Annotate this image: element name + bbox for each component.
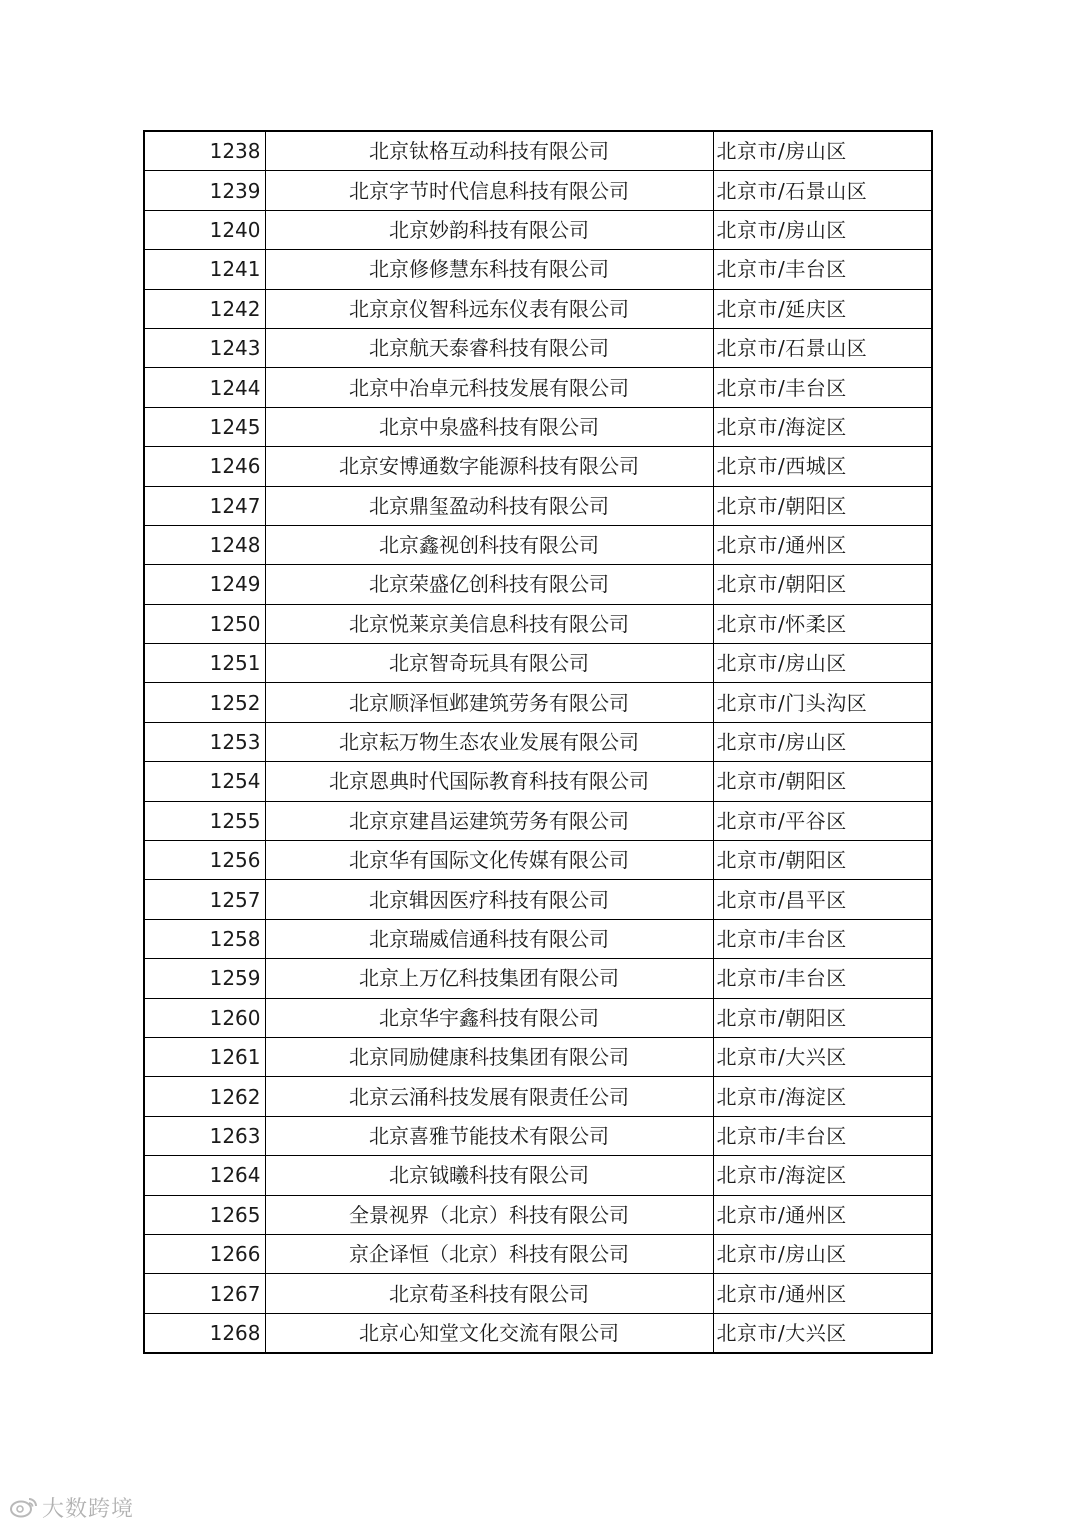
table-row bbox=[144, 604, 932, 643]
row-number: 1247 bbox=[144, 486, 265, 525]
company-region: 北京市/房山区 bbox=[713, 210, 932, 249]
row-number: 1258 bbox=[144, 919, 265, 958]
company-region: 北京市/怀柔区 bbox=[713, 604, 932, 643]
company-name: 北京华宇鑫科技有限公司 bbox=[265, 998, 713, 1037]
row-number: 1248 bbox=[144, 525, 265, 564]
table-row bbox=[144, 486, 932, 525]
company-region: 北京市/海淀区 bbox=[713, 1077, 932, 1116]
company-name: 北京鑫视创科技有限公司 bbox=[265, 525, 713, 564]
watermark-text: 大数跨境 bbox=[42, 1496, 135, 1522]
row-number: 1250 bbox=[144, 604, 265, 643]
company-name: 北京心知堂文化交流有限公司 bbox=[265, 1313, 713, 1353]
row-number: 1251 bbox=[144, 644, 265, 683]
company-name: 京企译恒（北京）科技有限公司 bbox=[265, 1234, 713, 1273]
row-number: 1267 bbox=[144, 1274, 265, 1313]
company-name: 全景视界（北京）科技有限公司 bbox=[265, 1195, 713, 1234]
table-row bbox=[144, 407, 932, 446]
company-name: 北京上万亿科技集团有限公司 bbox=[265, 959, 713, 998]
company-region: 北京市/丰台区 bbox=[713, 919, 932, 958]
company-region: 北京市/丰台区 bbox=[713, 368, 932, 407]
company-name: 北京云涌科技发展有限责任公司 bbox=[265, 1077, 713, 1116]
company-region: 北京市/海淀区 bbox=[713, 1156, 932, 1195]
company-name: 北京字节时代信息科技有限公司 bbox=[265, 171, 713, 210]
row-number: 1263 bbox=[144, 1116, 265, 1155]
row-number: 1265 bbox=[144, 1195, 265, 1234]
row-number: 1264 bbox=[144, 1156, 265, 1195]
table-row bbox=[144, 210, 932, 249]
company-region: 北京市/石景山区 bbox=[713, 328, 932, 367]
company-name: 北京喜雅节能技术有限公司 bbox=[265, 1116, 713, 1155]
row-number: 1266 bbox=[144, 1234, 265, 1273]
row-number: 1253 bbox=[144, 722, 265, 761]
row-number: 1257 bbox=[144, 880, 265, 919]
company-name: 北京中冶卓元科技发展有限公司 bbox=[265, 368, 713, 407]
company-region: 北京市/朝阳区 bbox=[713, 565, 932, 604]
row-number: 1244 bbox=[144, 368, 265, 407]
company-name: 北京安博通数字能源科技有限公司 bbox=[265, 447, 713, 486]
company-region: 北京市/朝阳区 bbox=[713, 998, 932, 1037]
company-region: 北京市/丰台区 bbox=[713, 250, 932, 289]
company-name: 北京京建昌运建筑劳务有限公司 bbox=[265, 801, 713, 840]
company-name: 北京航天泰睿科技有限公司 bbox=[265, 328, 713, 367]
company-name: 北京修修慧东科技有限公司 bbox=[265, 250, 713, 289]
company-name: 北京顺泽恒邺建筑劳务有限公司 bbox=[265, 683, 713, 722]
company-name: 北京智奇玩具有限公司 bbox=[265, 644, 713, 683]
row-number: 1254 bbox=[144, 762, 265, 801]
row-number: 1240 bbox=[144, 210, 265, 249]
company-region: 北京市/朝阳区 bbox=[713, 486, 932, 525]
weibo-logo-icon bbox=[10, 1496, 38, 1518]
company-name: 北京荣盛亿创科技有限公司 bbox=[265, 565, 713, 604]
table-row bbox=[144, 1234, 932, 1273]
table-row bbox=[144, 644, 932, 683]
company-region: 北京市/通州区 bbox=[713, 1195, 932, 1234]
company-region: 北京市/通州区 bbox=[713, 525, 932, 564]
table-row bbox=[144, 250, 932, 289]
company-list-table bbox=[143, 130, 933, 1354]
table-row bbox=[144, 1116, 932, 1155]
company-region: 北京市/房山区 bbox=[713, 1234, 932, 1273]
company-region: 北京市/房山区 bbox=[713, 131, 932, 171]
row-number: 1252 bbox=[144, 683, 265, 722]
company-name: 北京耘万物生态农业发展有限公司 bbox=[265, 722, 713, 761]
table-row bbox=[144, 525, 932, 564]
company-name: 北京瑞威信通科技有限公司 bbox=[265, 919, 713, 958]
company-region: 北京市/房山区 bbox=[713, 644, 932, 683]
company-region: 北京市/门头沟区 bbox=[713, 683, 932, 722]
row-number: 1246 bbox=[144, 447, 265, 486]
company-region: 北京市/大兴区 bbox=[713, 1313, 932, 1353]
table-body bbox=[144, 131, 932, 1353]
row-number: 1238 bbox=[144, 131, 265, 171]
company-region: 北京市/延庆区 bbox=[713, 289, 932, 328]
company-name: 北京同励健康科技集团有限公司 bbox=[265, 1037, 713, 1076]
row-number: 1239 bbox=[144, 171, 265, 210]
table-row bbox=[144, 1037, 932, 1076]
company-region: 北京市/西城区 bbox=[713, 447, 932, 486]
table-row bbox=[144, 1156, 932, 1195]
company-region: 北京市/朝阳区 bbox=[713, 841, 932, 880]
row-number: 1241 bbox=[144, 250, 265, 289]
row-number: 1249 bbox=[144, 565, 265, 604]
watermark bbox=[10, 1492, 134, 1522]
row-number: 1260 bbox=[144, 998, 265, 1037]
row-number: 1259 bbox=[144, 959, 265, 998]
table-row bbox=[144, 1313, 932, 1353]
table-row bbox=[144, 959, 932, 998]
company-name: 北京华有国际文化传媒有限公司 bbox=[265, 841, 713, 880]
company-name: 北京钛格互动科技有限公司 bbox=[265, 131, 713, 171]
company-region: 北京市/朝阳区 bbox=[713, 762, 932, 801]
company-region: 北京市/石景山区 bbox=[713, 171, 932, 210]
company-name: 北京鼎玺盈动科技有限公司 bbox=[265, 486, 713, 525]
table-row bbox=[144, 131, 932, 171]
company-name: 北京辑因医疗科技有限公司 bbox=[265, 880, 713, 919]
company-region: 北京市/海淀区 bbox=[713, 407, 932, 446]
row-number: 1262 bbox=[144, 1077, 265, 1116]
company-name: 北京妙韵科技有限公司 bbox=[265, 210, 713, 249]
table-row bbox=[144, 171, 932, 210]
row-number: 1256 bbox=[144, 841, 265, 880]
table-row bbox=[144, 762, 932, 801]
table-row bbox=[144, 801, 932, 840]
company-name: 北京荀圣科技有限公司 bbox=[265, 1274, 713, 1313]
table-row bbox=[144, 368, 932, 407]
row-number: 1268 bbox=[144, 1313, 265, 1353]
table-row bbox=[144, 328, 932, 367]
company-name: 北京京仪智科远东仪表有限公司 bbox=[265, 289, 713, 328]
company-name: 北京恩典时代国际教育科技有限公司 bbox=[265, 762, 713, 801]
table-row bbox=[144, 289, 932, 328]
company-name: 北京中泉盛科技有限公司 bbox=[265, 407, 713, 446]
row-number: 1243 bbox=[144, 328, 265, 367]
row-number: 1255 bbox=[144, 801, 265, 840]
company-region: 北京市/昌平区 bbox=[713, 880, 932, 919]
table-row bbox=[144, 919, 932, 958]
company-name: 北京钺曦科技有限公司 bbox=[265, 1156, 713, 1195]
company-region: 北京市/房山区 bbox=[713, 722, 932, 761]
company-region: 北京市/大兴区 bbox=[713, 1037, 932, 1076]
table-row bbox=[144, 998, 932, 1037]
table-row bbox=[144, 447, 932, 486]
company-name: 北京悦莱京美信息科技有限公司 bbox=[265, 604, 713, 643]
table-row bbox=[144, 1077, 932, 1116]
table-row bbox=[144, 565, 932, 604]
company-region: 北京市/平谷区 bbox=[713, 801, 932, 840]
table-row bbox=[144, 683, 932, 722]
table-row bbox=[144, 880, 932, 919]
row-number: 1261 bbox=[144, 1037, 265, 1076]
table-row bbox=[144, 1274, 932, 1313]
table-row bbox=[144, 722, 932, 761]
company-region: 北京市/丰台区 bbox=[713, 1116, 932, 1155]
row-number: 1245 bbox=[144, 407, 265, 446]
company-region: 北京市/通州区 bbox=[713, 1274, 932, 1313]
table-row bbox=[144, 841, 932, 880]
table-row bbox=[144, 1195, 932, 1234]
company-region: 北京市/丰台区 bbox=[713, 959, 932, 998]
row-number: 1242 bbox=[144, 289, 265, 328]
